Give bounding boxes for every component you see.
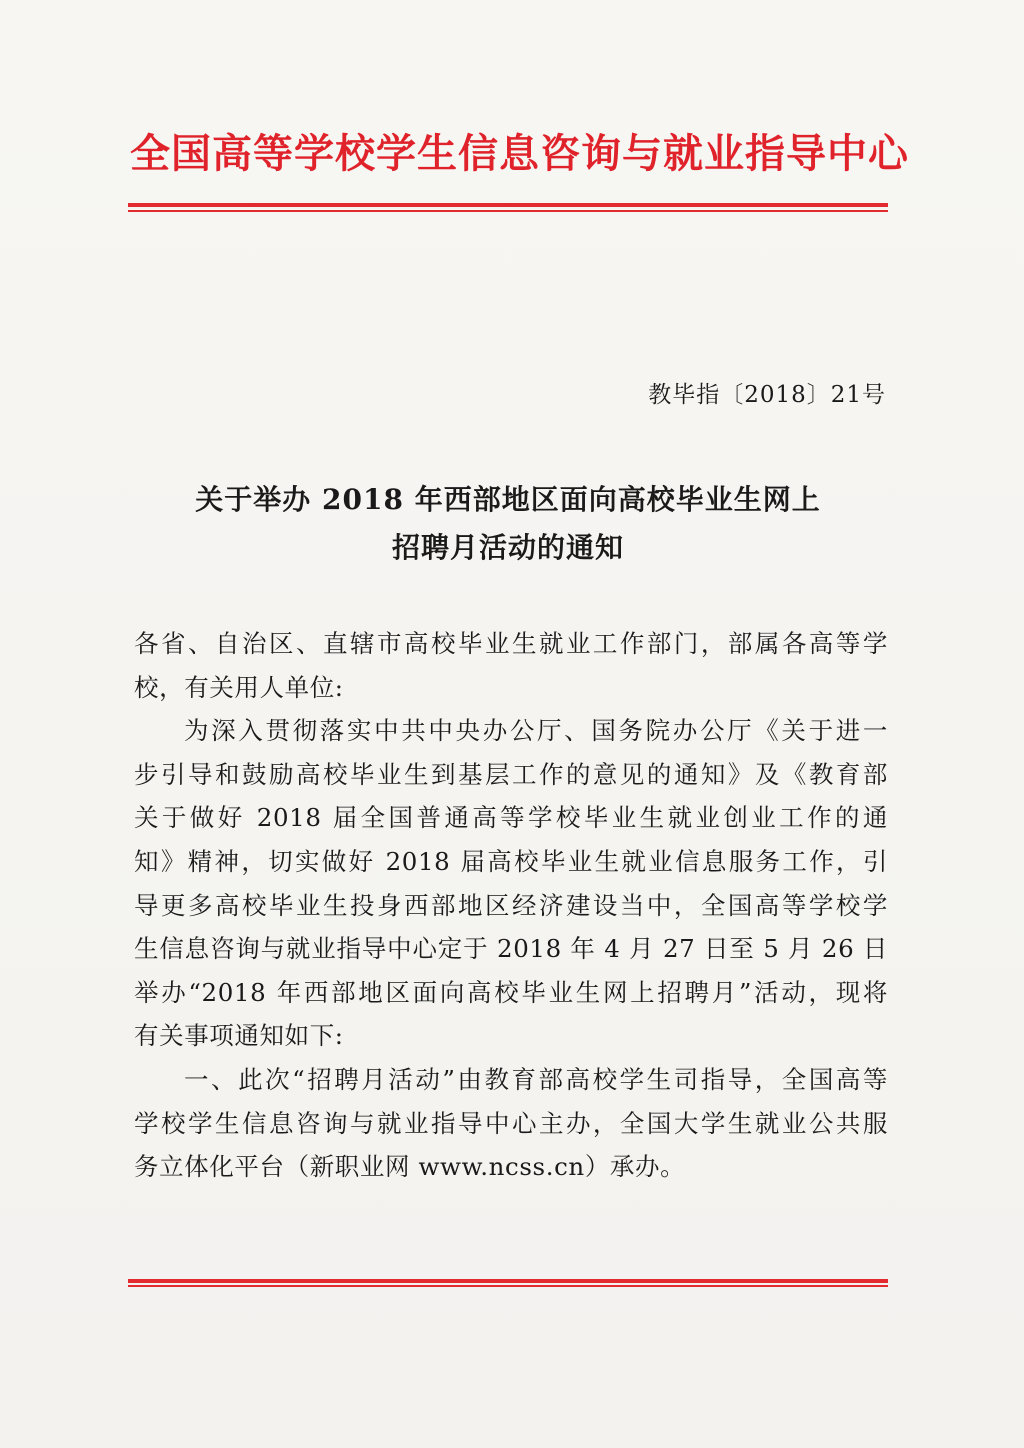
document-number: 教毕指〔2018〕21号	[648, 382, 886, 408]
footer-rule-thick	[128, 1279, 888, 1283]
paragraph2-line-2: 学校学生信息咨询与就业指导中心主办，全国大学生就业公共服	[134, 1108, 888, 1138]
notice-title	[128, 476, 888, 572]
paragraph1-line-7: 举办“2018 年西部地区面向高校毕业生网上招聘月”活动，现将	[134, 977, 888, 1007]
footer-rule-thin	[128, 1285, 888, 1287]
letterhead-rule-thin	[128, 210, 888, 212]
notice-title-line-2: 招聘月活动的通知	[391, 531, 624, 564]
letterhead-organization: 全国高等学校学生信息咨询与就业指导中心	[130, 130, 909, 177]
paragraph1-line-2: 步引导和鼓励高校毕业生到基层工作的意见的通知》及《教育部	[134, 759, 888, 789]
paragraph2-line-3: 务立体化平台（新职业网 www.ncss.cn）承办。	[134, 1152, 686, 1182]
paragraph1-line-4: 知》精神，切实做好 2018 届高校毕业生就业信息服务工作，引	[134, 846, 888, 876]
notice-body	[134, 622, 888, 1189]
paragraph1-line-5: 导更多高校毕业生投身西部地区经济建设当中，全国高等学校学	[134, 890, 888, 920]
paragraph1-line-3: 关于做好 2018 届全国普通高等学校毕业生就业创业工作的通	[134, 803, 888, 833]
paragraph1-line-1: 为深入贯彻落实中共中央办公厅、国务院办公厅《关于进一	[184, 716, 888, 746]
salutation-line-2: 校，有关用人单位:	[134, 672, 344, 702]
salutation-line-1: 各省、自治区、直辖市高校毕业生就业工作部门，部属各高等学	[134, 629, 888, 658]
letterhead-rule-thick	[128, 203, 888, 207]
paragraph1-line-6: 生信息咨询与就业指导中心定于 2018 年 4 月 27 日至 5 月 26 日	[134, 934, 888, 964]
paragraph1-line-8: 有关事项通知如下:	[134, 1021, 344, 1051]
notice-title-line-1: 关于举办 2018 年西部地区面向高校毕业生网上	[195, 483, 821, 516]
paragraph2-line-1: 一、此次“招聘月活动”由教育部高校学生司指导，全国高等	[184, 1064, 888, 1094]
